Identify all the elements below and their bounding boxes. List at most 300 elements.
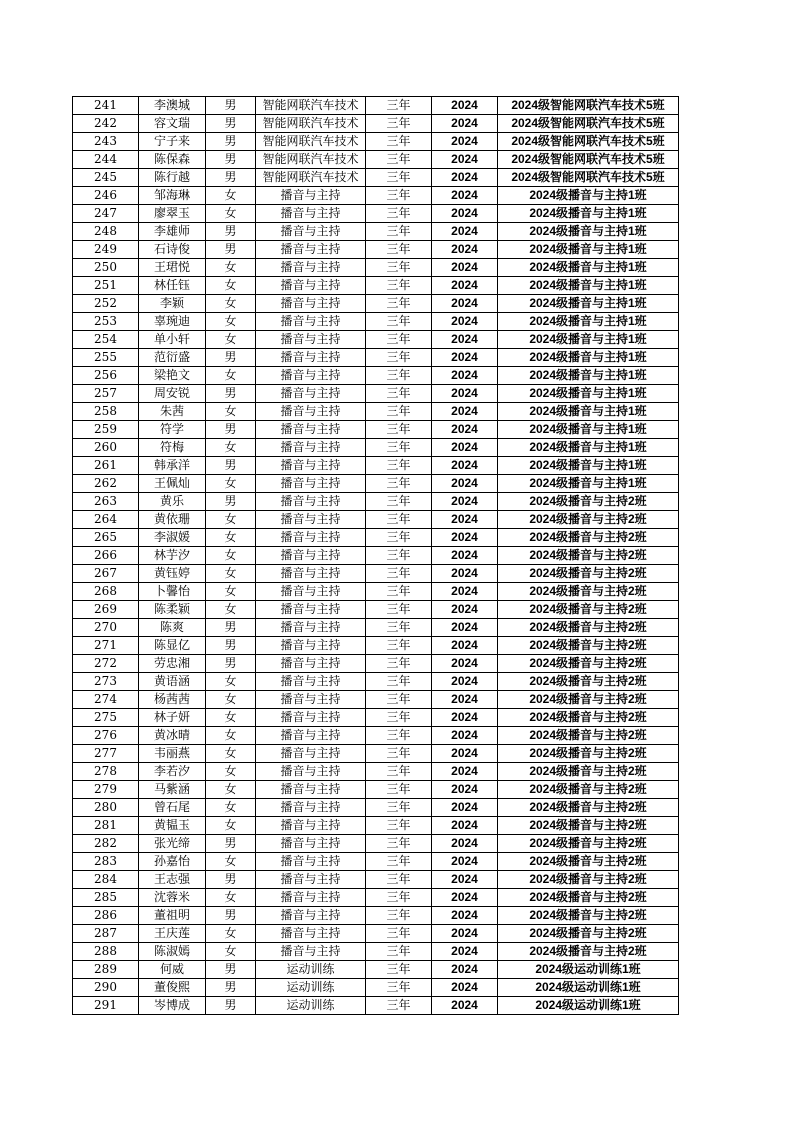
student-name-cell: 董祖明 [139, 907, 206, 925]
gender-cell: 男 [206, 457, 256, 475]
class-cell: 2024级播音与主持2班 [498, 691, 679, 709]
table-row [73, 529, 679, 547]
gender-cell: 女 [206, 943, 256, 961]
gender-cell: 女 [206, 259, 256, 277]
gender-cell: 女 [206, 529, 256, 547]
table-row [73, 925, 679, 943]
major-cell: 播音与主持 [256, 817, 366, 835]
student-name-cell: 王志强 [139, 871, 206, 889]
year-cell: 2024 [432, 187, 498, 205]
gender-cell: 男 [206, 151, 256, 169]
year-cell: 2024 [432, 439, 498, 457]
student-name-cell: 林任钰 [139, 277, 206, 295]
table-row [73, 421, 679, 439]
gender-cell: 男 [206, 241, 256, 259]
duration-cell: 三年 [366, 817, 432, 835]
gender-cell: 男 [206, 655, 256, 673]
duration-cell: 三年 [366, 367, 432, 385]
student-name-cell: 周安锐 [139, 385, 206, 403]
class-cell: 2024级播音与主持1班 [498, 385, 679, 403]
row-number-cell: 260 [73, 439, 139, 457]
major-cell: 播音与主持 [256, 403, 366, 421]
student-name-cell: 曾石尾 [139, 799, 206, 817]
row-number-cell: 262 [73, 475, 139, 493]
row-number-cell: 284 [73, 871, 139, 889]
gender-cell: 男 [206, 169, 256, 187]
row-number-cell: 288 [73, 943, 139, 961]
class-cell: 2024级播音与主持2班 [498, 835, 679, 853]
major-cell: 播音与主持 [256, 745, 366, 763]
row-number-cell: 264 [73, 511, 139, 529]
table-row [73, 709, 679, 727]
row-number-cell: 289 [73, 961, 139, 979]
table-row [73, 835, 679, 853]
year-cell: 2024 [432, 781, 498, 799]
student-name-cell: 黄语涵 [139, 673, 206, 691]
year-cell: 2024 [432, 277, 498, 295]
table-row [73, 583, 679, 601]
row-number-cell: 247 [73, 205, 139, 223]
row-number-cell: 263 [73, 493, 139, 511]
student-name-cell: 马紫涵 [139, 781, 206, 799]
student-name-cell: 韦丽燕 [139, 745, 206, 763]
year-cell: 2024 [432, 583, 498, 601]
duration-cell: 三年 [366, 151, 432, 169]
student-name-cell: 廖翠玉 [139, 205, 206, 223]
year-cell: 2024 [432, 961, 498, 979]
gender-cell: 女 [206, 709, 256, 727]
table-row [73, 673, 679, 691]
class-cell: 2024级播音与主持2班 [498, 493, 679, 511]
row-number-cell: 245 [73, 169, 139, 187]
gender-cell: 女 [206, 565, 256, 583]
row-number-cell: 280 [73, 799, 139, 817]
year-cell: 2024 [432, 853, 498, 871]
class-cell: 2024级播音与主持2班 [498, 619, 679, 637]
major-cell: 智能网联汽车技术 [256, 133, 366, 151]
duration-cell: 三年 [366, 907, 432, 925]
gender-cell: 男 [206, 349, 256, 367]
roster-table [72, 96, 679, 1015]
major-cell: 播音与主持 [256, 493, 366, 511]
year-cell: 2024 [432, 241, 498, 259]
year-cell: 2024 [432, 907, 498, 925]
duration-cell: 三年 [366, 421, 432, 439]
table-row [73, 367, 679, 385]
year-cell: 2024 [432, 943, 498, 961]
major-cell: 运动训练 [256, 997, 366, 1015]
class-cell: 2024级播音与主持1班 [498, 331, 679, 349]
class-cell: 2024级播音与主持2班 [498, 781, 679, 799]
row-number-cell: 278 [73, 763, 139, 781]
duration-cell: 三年 [366, 655, 432, 673]
table-row [73, 439, 679, 457]
duration-cell: 三年 [366, 637, 432, 655]
gender-cell: 男 [206, 385, 256, 403]
class-cell: 2024级运动训练1班 [498, 997, 679, 1015]
major-cell: 播音与主持 [256, 583, 366, 601]
gender-cell: 女 [206, 277, 256, 295]
major-cell: 播音与主持 [256, 277, 366, 295]
table-row [73, 601, 679, 619]
major-cell: 智能网联汽车技术 [256, 169, 366, 187]
table-row [73, 943, 679, 961]
row-number-cell: 244 [73, 151, 139, 169]
major-cell: 播音与主持 [256, 529, 366, 547]
major-cell: 播音与主持 [256, 565, 366, 583]
year-cell: 2024 [432, 565, 498, 583]
table-row [73, 475, 679, 493]
class-cell: 2024级播音与主持2班 [498, 853, 679, 871]
gender-cell: 男 [206, 97, 256, 115]
major-cell: 智能网联汽车技术 [256, 115, 366, 133]
student-name-cell: 韩承洋 [139, 457, 206, 475]
class-cell: 2024级播音与主持2班 [498, 943, 679, 961]
row-number-cell: 270 [73, 619, 139, 637]
gender-cell: 女 [206, 727, 256, 745]
duration-cell: 三年 [366, 925, 432, 943]
row-number-cell: 261 [73, 457, 139, 475]
duration-cell: 三年 [366, 565, 432, 583]
duration-cell: 三年 [366, 547, 432, 565]
duration-cell: 三年 [366, 961, 432, 979]
gender-cell: 女 [206, 673, 256, 691]
table-row [73, 349, 679, 367]
student-name-cell: 黄乐 [139, 493, 206, 511]
gender-cell: 女 [206, 799, 256, 817]
table-row [73, 259, 679, 277]
row-number-cell: 243 [73, 133, 139, 151]
table-row [73, 97, 679, 115]
major-cell: 播音与主持 [256, 763, 366, 781]
student-name-cell: 劳忠湘 [139, 655, 206, 673]
major-cell: 播音与主持 [256, 439, 366, 457]
row-number-cell: 276 [73, 727, 139, 745]
year-cell: 2024 [432, 295, 498, 313]
year-cell: 2024 [432, 349, 498, 367]
gender-cell: 女 [206, 889, 256, 907]
row-number-cell: 256 [73, 367, 139, 385]
year-cell: 2024 [432, 979, 498, 997]
gender-cell: 男 [206, 637, 256, 655]
class-cell: 2024级播音与主持2班 [498, 907, 679, 925]
duration-cell: 三年 [366, 889, 432, 907]
table-row [73, 295, 679, 313]
major-cell: 播音与主持 [256, 619, 366, 637]
year-cell: 2024 [432, 655, 498, 673]
major-cell: 运动训练 [256, 961, 366, 979]
table-row [73, 331, 679, 349]
class-cell: 2024级播音与主持1班 [498, 259, 679, 277]
year-cell: 2024 [432, 133, 498, 151]
duration-cell: 三年 [366, 115, 432, 133]
major-cell: 播音与主持 [256, 259, 366, 277]
major-cell: 播音与主持 [256, 205, 366, 223]
duration-cell: 三年 [366, 133, 432, 151]
row-number-cell: 246 [73, 187, 139, 205]
major-cell: 播音与主持 [256, 241, 366, 259]
student-name-cell: 王庆莲 [139, 925, 206, 943]
duration-cell: 三年 [366, 835, 432, 853]
year-cell: 2024 [432, 601, 498, 619]
row-number-cell: 252 [73, 295, 139, 313]
row-number-cell: 283 [73, 853, 139, 871]
table-row [73, 907, 679, 925]
duration-cell: 三年 [366, 745, 432, 763]
major-cell: 运动训练 [256, 979, 366, 997]
row-number-cell: 273 [73, 673, 139, 691]
gender-cell: 女 [206, 511, 256, 529]
major-cell: 播音与主持 [256, 187, 366, 205]
class-cell: 2024级播音与主持2班 [498, 799, 679, 817]
student-name-cell: 卜馨怡 [139, 583, 206, 601]
table-row [73, 133, 679, 151]
class-cell: 2024级运动训练1班 [498, 979, 679, 997]
major-cell: 智能网联汽车技术 [256, 151, 366, 169]
gender-cell: 女 [206, 925, 256, 943]
row-number-cell: 242 [73, 115, 139, 133]
table-row [73, 889, 679, 907]
year-cell: 2024 [432, 871, 498, 889]
row-number-cell: 282 [73, 835, 139, 853]
major-cell: 播音与主持 [256, 349, 366, 367]
major-cell: 播音与主持 [256, 457, 366, 475]
gender-cell: 男 [206, 961, 256, 979]
gender-cell: 女 [206, 205, 256, 223]
student-name-cell: 李澳城 [139, 97, 206, 115]
table-row [73, 655, 679, 673]
gender-cell: 女 [206, 295, 256, 313]
major-cell: 播音与主持 [256, 709, 366, 727]
student-name-cell: 陈保森 [139, 151, 206, 169]
year-cell: 2024 [432, 115, 498, 133]
duration-cell: 三年 [366, 259, 432, 277]
duration-cell: 三年 [366, 277, 432, 295]
class-cell: 2024级智能网联汽车技术5班 [498, 133, 679, 151]
year-cell: 2024 [432, 547, 498, 565]
class-cell: 2024级播音与主持1班 [498, 205, 679, 223]
class-cell: 2024级播音与主持2班 [498, 529, 679, 547]
duration-cell: 三年 [366, 187, 432, 205]
duration-cell: 三年 [366, 205, 432, 223]
class-cell: 2024级播音与主持2班 [498, 871, 679, 889]
duration-cell: 三年 [366, 97, 432, 115]
duration-cell: 三年 [366, 709, 432, 727]
student-name-cell: 范衍盛 [139, 349, 206, 367]
duration-cell: 三年 [366, 799, 432, 817]
gender-cell: 女 [206, 745, 256, 763]
duration-cell: 三年 [366, 853, 432, 871]
table-row [73, 403, 679, 421]
row-number-cell: 275 [73, 709, 139, 727]
major-cell: 播音与主持 [256, 637, 366, 655]
row-number-cell: 267 [73, 565, 139, 583]
duration-cell: 三年 [366, 493, 432, 511]
student-name-cell: 李淑媛 [139, 529, 206, 547]
table-row [73, 385, 679, 403]
year-cell: 2024 [432, 421, 498, 439]
major-cell: 播音与主持 [256, 421, 366, 439]
duration-cell: 三年 [366, 385, 432, 403]
duration-cell: 三年 [366, 529, 432, 547]
student-name-cell: 李雄师 [139, 223, 206, 241]
year-cell: 2024 [432, 925, 498, 943]
duration-cell: 三年 [366, 979, 432, 997]
year-cell: 2024 [432, 367, 498, 385]
table-row [73, 115, 679, 133]
row-number-cell: 251 [73, 277, 139, 295]
major-cell: 播音与主持 [256, 925, 366, 943]
major-cell: 播音与主持 [256, 367, 366, 385]
class-cell: 2024级播音与主持1班 [498, 475, 679, 493]
table-row [73, 277, 679, 295]
student-name-cell: 辜琬迪 [139, 313, 206, 331]
year-cell: 2024 [432, 727, 498, 745]
class-cell: 2024级播音与主持2班 [498, 637, 679, 655]
student-name-cell: 王佩灿 [139, 475, 206, 493]
student-name-cell: 陈行越 [139, 169, 206, 187]
gender-cell: 女 [206, 817, 256, 835]
table-row [73, 817, 679, 835]
student-name-cell: 岑博成 [139, 997, 206, 1015]
gender-cell: 男 [206, 979, 256, 997]
major-cell: 播音与主持 [256, 385, 366, 403]
major-cell: 播音与主持 [256, 673, 366, 691]
year-cell: 2024 [432, 97, 498, 115]
table-row [73, 799, 679, 817]
row-number-cell: 241 [73, 97, 139, 115]
table-row [73, 781, 679, 799]
class-cell: 2024级智能网联汽车技术5班 [498, 151, 679, 169]
class-cell: 2024级智能网联汽车技术5班 [498, 97, 679, 115]
student-name-cell: 黄韫玉 [139, 817, 206, 835]
table-row [73, 241, 679, 259]
row-number-cell: 269 [73, 601, 139, 619]
student-name-cell: 林子妍 [139, 709, 206, 727]
major-cell: 播音与主持 [256, 547, 366, 565]
duration-cell: 三年 [366, 727, 432, 745]
gender-cell: 女 [206, 691, 256, 709]
class-cell: 2024级播音与主持1班 [498, 403, 679, 421]
class-cell: 2024级播音与主持2班 [498, 565, 679, 583]
student-name-cell: 邹海琳 [139, 187, 206, 205]
year-cell: 2024 [432, 637, 498, 655]
class-cell: 2024级播音与主持2班 [498, 925, 679, 943]
major-cell: 播音与主持 [256, 601, 366, 619]
row-number-cell: 255 [73, 349, 139, 367]
duration-cell: 三年 [366, 223, 432, 241]
class-cell: 2024级运动训练1班 [498, 961, 679, 979]
table-row [73, 961, 679, 979]
row-number-cell: 274 [73, 691, 139, 709]
gender-cell: 女 [206, 763, 256, 781]
student-name-cell: 沈蓉米 [139, 889, 206, 907]
class-cell: 2024级播音与主持1班 [498, 223, 679, 241]
row-number-cell: 259 [73, 421, 139, 439]
year-cell: 2024 [432, 889, 498, 907]
year-cell: 2024 [432, 997, 498, 1015]
row-number-cell: 249 [73, 241, 139, 259]
class-cell: 2024级播音与主持2班 [498, 709, 679, 727]
duration-cell: 三年 [366, 313, 432, 331]
year-cell: 2024 [432, 745, 498, 763]
gender-cell: 男 [206, 133, 256, 151]
major-cell: 播音与主持 [256, 727, 366, 745]
class-cell: 2024级播音与主持1班 [498, 367, 679, 385]
gender-cell: 女 [206, 583, 256, 601]
duration-cell: 三年 [366, 781, 432, 799]
row-number-cell: 253 [73, 313, 139, 331]
class-cell: 2024级智能网联汽车技术5班 [498, 169, 679, 187]
row-number-cell: 281 [73, 817, 139, 835]
class-cell: 2024级播音与主持2班 [498, 889, 679, 907]
class-cell: 2024级播音与主持2班 [498, 763, 679, 781]
major-cell: 播音与主持 [256, 313, 366, 331]
table-row [73, 565, 679, 583]
row-number-cell: 254 [73, 331, 139, 349]
student-name-cell: 符梅 [139, 439, 206, 457]
major-cell: 播音与主持 [256, 871, 366, 889]
major-cell: 播音与主持 [256, 655, 366, 673]
student-name-cell: 黄钰婷 [139, 565, 206, 583]
duration-cell: 三年 [366, 169, 432, 187]
table-row [73, 493, 679, 511]
year-cell: 2024 [432, 529, 498, 547]
row-number-cell: 272 [73, 655, 139, 673]
class-cell: 2024级播音与主持1班 [498, 439, 679, 457]
year-cell: 2024 [432, 817, 498, 835]
student-name-cell: 孙嘉怡 [139, 853, 206, 871]
class-cell: 2024级播音与主持2班 [498, 511, 679, 529]
student-name-cell: 李颖 [139, 295, 206, 313]
row-number-cell: 279 [73, 781, 139, 799]
duration-cell: 三年 [366, 763, 432, 781]
duration-cell: 三年 [366, 457, 432, 475]
gender-cell: 男 [206, 421, 256, 439]
table-row [73, 223, 679, 241]
major-cell: 播音与主持 [256, 511, 366, 529]
table-row [73, 853, 679, 871]
student-name-cell: 张光缔 [139, 835, 206, 853]
student-name-cell: 宁子来 [139, 133, 206, 151]
class-cell: 2024级播音与主持2班 [498, 655, 679, 673]
student-name-cell: 陈柔颖 [139, 601, 206, 619]
year-cell: 2024 [432, 691, 498, 709]
duration-cell: 三年 [366, 511, 432, 529]
major-cell: 播音与主持 [256, 331, 366, 349]
row-number-cell: 271 [73, 637, 139, 655]
duration-cell: 三年 [366, 403, 432, 421]
gender-cell: 男 [206, 115, 256, 133]
duration-cell: 三年 [366, 619, 432, 637]
student-name-cell: 林芋汐 [139, 547, 206, 565]
year-cell: 2024 [432, 205, 498, 223]
table-row [73, 619, 679, 637]
student-name-cell: 何威 [139, 961, 206, 979]
duration-cell: 三年 [366, 475, 432, 493]
table-row [73, 691, 679, 709]
major-cell: 播音与主持 [256, 799, 366, 817]
student-name-cell: 梁艳文 [139, 367, 206, 385]
table-row [73, 727, 679, 745]
year-cell: 2024 [432, 331, 498, 349]
table-row [73, 979, 679, 997]
year-cell: 2024 [432, 493, 498, 511]
major-cell: 播音与主持 [256, 781, 366, 799]
year-cell: 2024 [432, 475, 498, 493]
table-row [73, 313, 679, 331]
student-name-cell: 石诗俊 [139, 241, 206, 259]
